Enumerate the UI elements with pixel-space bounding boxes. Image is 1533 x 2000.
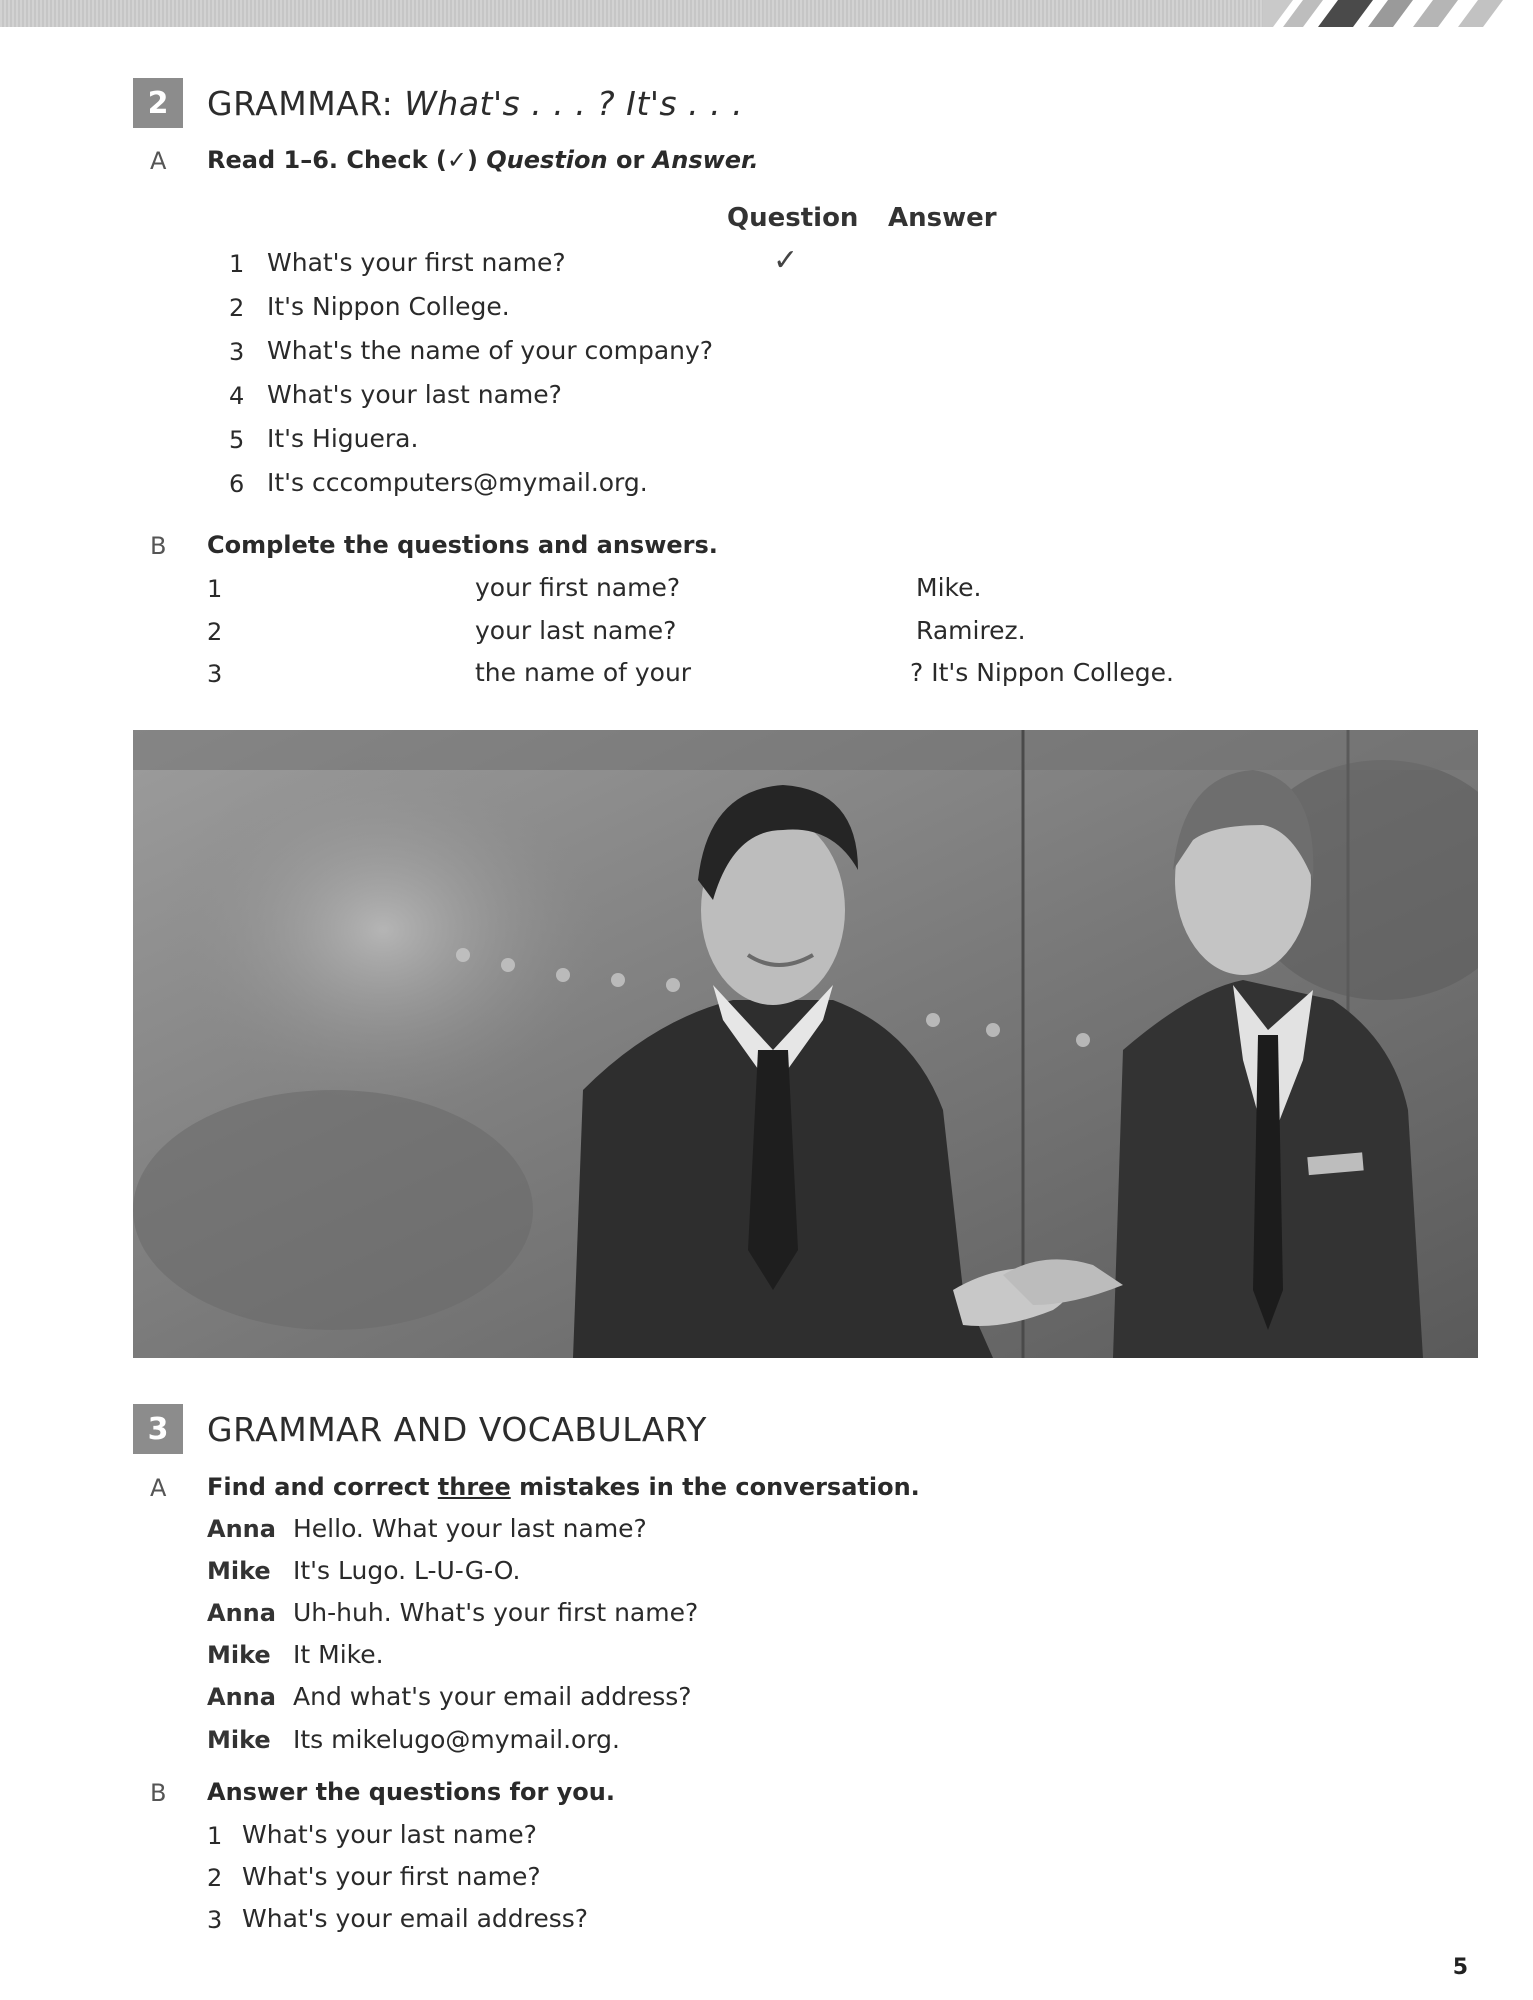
dialogue-line: It's Lugo. L-U-G-O.: [293, 1556, 521, 1585]
question-fragment: your last name?: [475, 616, 677, 645]
speaker-name: Mike: [207, 1641, 271, 1669]
item-number: 2: [207, 1864, 223, 1892]
instruction-b: Complete the questions and answers.: [207, 531, 718, 559]
instruction-text-end: mistakes in the conversation.: [510, 1473, 920, 1501]
instruction-or: or: [607, 146, 653, 174]
item-text: What's your email address?: [242, 1904, 589, 1933]
part-letter-a: A: [150, 147, 167, 175]
instruction-question-word: Question: [486, 146, 608, 174]
instruction-answer-word: Answer.: [652, 146, 759, 174]
item-text: What's the name of your company?: [267, 336, 714, 365]
item-text: What's your first name?: [267, 248, 566, 277]
instruction-a: [207, 146, 759, 174]
item-number: 4: [229, 382, 245, 410]
section-title: [207, 84, 743, 123]
item-text: It's cccomputers@mymail.org.: [267, 468, 648, 497]
speaker-name: Anna: [207, 1599, 276, 1627]
part-letter-a: A: [150, 1474, 167, 1502]
column-header-question: Question: [727, 203, 859, 233]
row-number: 1: [207, 575, 223, 603]
item-text: What's your last name?: [242, 1820, 537, 1849]
speaker-name: Mike: [207, 1726, 271, 1754]
item-text: It's Nippon College.: [267, 292, 510, 321]
dialogue-line: Uh-huh. What's your first name?: [293, 1598, 699, 1627]
item-text: What's your last name?: [267, 380, 562, 409]
speaker-name: Anna: [207, 1515, 276, 1543]
instruction-underlined-word: three: [437, 1473, 511, 1501]
instruction-b: Answer the questions for you.: [207, 1778, 615, 1806]
answer-fragment: Mike.: [916, 573, 982, 602]
part-letter-b: B: [150, 532, 167, 560]
answer-fragment: Ramirez.: [916, 616, 1026, 645]
question-fragment: your first name?: [475, 573, 681, 602]
item-number: 1: [229, 250, 245, 278]
handshake-illustration: [133, 730, 1478, 1358]
item-number: 2: [229, 294, 245, 322]
item-number: 3: [207, 1906, 223, 1934]
item-text: What's your first name?: [242, 1862, 541, 1891]
instruction-text: Find and correct: [207, 1473, 438, 1501]
section-title: GRAMMAR AND VOCABULARY: [207, 1410, 707, 1449]
dialogue-line: Hello. What your last name?: [293, 1514, 647, 1543]
item-number: 5: [229, 426, 245, 454]
item-number: 3: [229, 338, 245, 366]
section-number-badge: 3: [133, 1404, 183, 1454]
speaker-name: Mike: [207, 1557, 271, 1585]
handshake-photo: [133, 730, 1478, 1358]
row-number: 2: [207, 618, 223, 646]
question-fragment: the name of your: [475, 658, 692, 687]
page-number: 5: [1452, 1955, 1468, 1980]
instruction-a: [207, 1473, 920, 1501]
dialogue-line: Its mikelugo@mymail.org.: [293, 1725, 620, 1754]
instruction-text: Read 1–6. Check (✓): [207, 146, 487, 174]
item-number: 6: [229, 470, 245, 498]
checkmark-icon: ✓: [773, 243, 799, 278]
part-letter-b: B: [150, 1779, 167, 1807]
speaker-name: Anna: [207, 1683, 276, 1711]
section-number-badge: 2: [133, 78, 183, 128]
column-header-answer: Answer: [888, 203, 997, 233]
item-number: 1: [207, 1822, 223, 1850]
dialogue-line: And what's your email address?: [293, 1682, 692, 1711]
row-number: 3: [207, 660, 223, 688]
section-title-plain: GRAMMAR:: [207, 84, 405, 123]
answer-fragment: ? It's Nippon College.: [910, 658, 1174, 687]
item-text: It's Higuera.: [267, 424, 419, 453]
decorative-stripes: [1263, 0, 1533, 27]
dialogue-line: It Mike.: [293, 1640, 384, 1669]
section-title-italic: What's . . . ? It's . . .: [404, 84, 744, 123]
